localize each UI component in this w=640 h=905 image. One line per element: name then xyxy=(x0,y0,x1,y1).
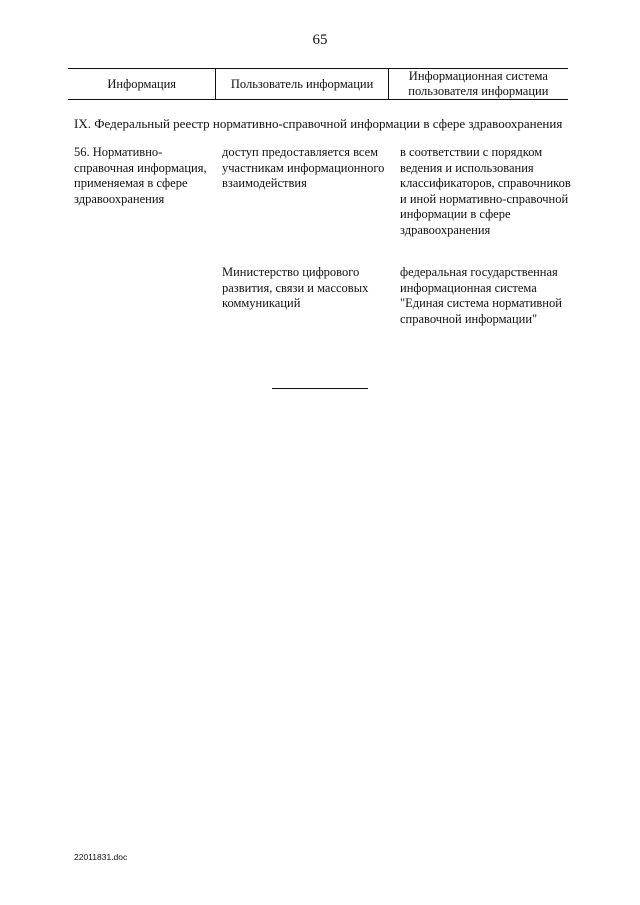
section-title: IX. Федеральный реестр нормативно-справочной информации в сфере здравоохранения xyxy=(74,116,563,131)
header-information: Информация xyxy=(68,69,216,99)
row-2-user: Министерство цифрового развития, связи и массовых коммуникаций xyxy=(222,265,369,310)
table-header xyxy=(68,68,568,100)
row-1-information: 56. Нормативно-справочная информация, применяемая в сфере здравоохранения xyxy=(74,145,207,206)
end-of-document-rule xyxy=(272,388,368,389)
header-information-user: Пользователь информации xyxy=(216,69,388,99)
file-name-footer: 22011831.doc xyxy=(74,852,128,862)
page-number: 65 xyxy=(312,32,328,48)
row-2-system: федеральная государственная информационная система "Единая система нормативной справочной информации" xyxy=(400,265,562,326)
header-information-system: Информационная система пользователя информации xyxy=(408,69,549,98)
row-1-system: в соответствии с порядком ведения и использования классификаторов, справочников и иной нормативно-справочной информации в сфере здравоохранения xyxy=(400,145,571,237)
row-1-user: доступ предоставляется всем участникам информационного взаимодействия xyxy=(222,145,385,190)
